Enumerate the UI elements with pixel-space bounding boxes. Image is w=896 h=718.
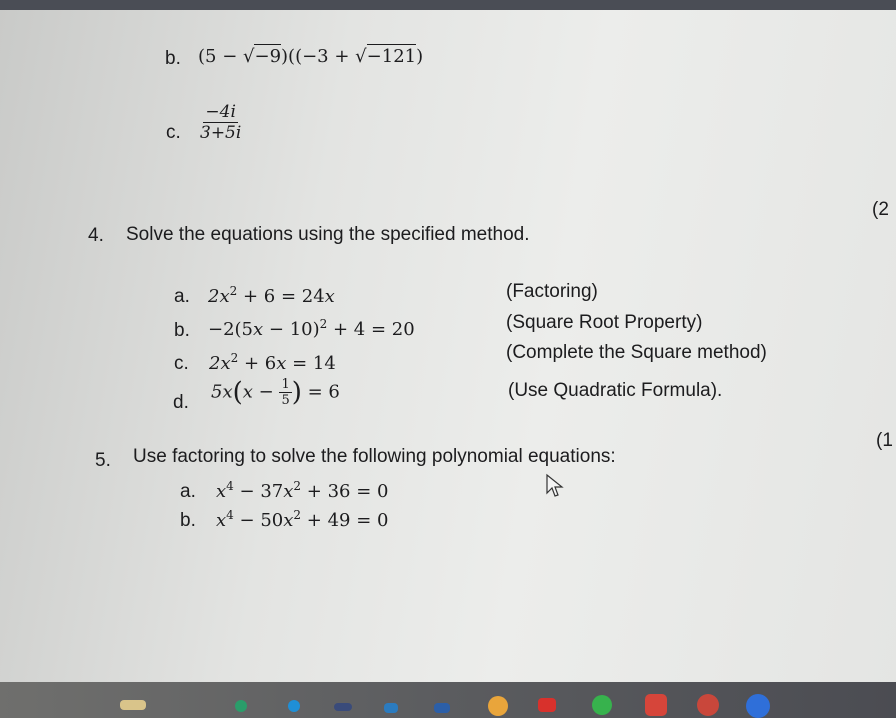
equation-4d: 5x(x − $\frac{1}{5}$ ) = 6	[211, 377, 340, 408]
edge-icon[interactable]	[288, 700, 300, 712]
method-4d: (Use Quadratic Formula).	[508, 380, 723, 401]
item-label-3b: b.	[165, 48, 181, 69]
item-label-4a: a.	[174, 286, 190, 307]
item-label-4d: d.	[173, 392, 189, 413]
equation-4c: $2x^2 + 6x = 14$	[209, 351, 336, 374]
item-label-4b: b.	[174, 320, 190, 341]
app-icon[interactable]	[384, 703, 398, 713]
equation-4b: $-2(5x - 10)^2 + 4 = 20$	[208, 317, 415, 340]
item-label-5a: a.	[180, 481, 196, 502]
mouse-pointer-icon	[545, 473, 565, 499]
item-label-5b: b.	[180, 510, 196, 531]
question-4-prompt: Solve the equations using the specified method.	[126, 224, 530, 245]
equation-5a: $x^4 - 37x^2 + 36 = 0$	[216, 479, 389, 502]
question-number-4: 4.	[88, 225, 104, 246]
item-label-4c: c.	[174, 353, 189, 374]
folder-icon[interactable]	[120, 700, 146, 710]
question-4-points: (2	[872, 199, 889, 220]
spotify-icon[interactable]	[592, 695, 612, 715]
item-label-3c: c.	[166, 122, 181, 143]
store-icon[interactable]	[235, 700, 247, 712]
equation-4a: $2x^2 + 6 = 24x$	[208, 284, 335, 307]
equation-3c: $\frac{-4i}{3+5i}$	[200, 102, 242, 143]
question-number-5: 5.	[95, 450, 111, 471]
settings-icon[interactable]	[645, 694, 667, 716]
method-4a: (Factoring)	[506, 281, 598, 302]
question-5-points: (1	[876, 430, 893, 451]
app-icon[interactable]	[434, 703, 450, 713]
terminal-icon[interactable]	[334, 703, 352, 711]
screen-top-edge	[0, 0, 896, 10]
question-5-prompt: Use factoring to solve the following polynomial equations:	[133, 446, 616, 467]
equation-5b: $x^4 - 50x^2 + 49 = 0$	[216, 508, 389, 531]
method-4c: (Complete the Square method)	[506, 342, 767, 363]
method-4b: (Square Root Property)	[506, 312, 703, 333]
facebook-icon[interactable]	[746, 694, 770, 718]
document-page	[0, 10, 896, 682]
equation-3b: (5 − √−9)((−3 + √−121)	[198, 46, 424, 67]
wps-icon[interactable]	[697, 694, 719, 716]
youtube-icon[interactable]	[538, 698, 556, 712]
chrome-icon[interactable]	[488, 696, 508, 716]
